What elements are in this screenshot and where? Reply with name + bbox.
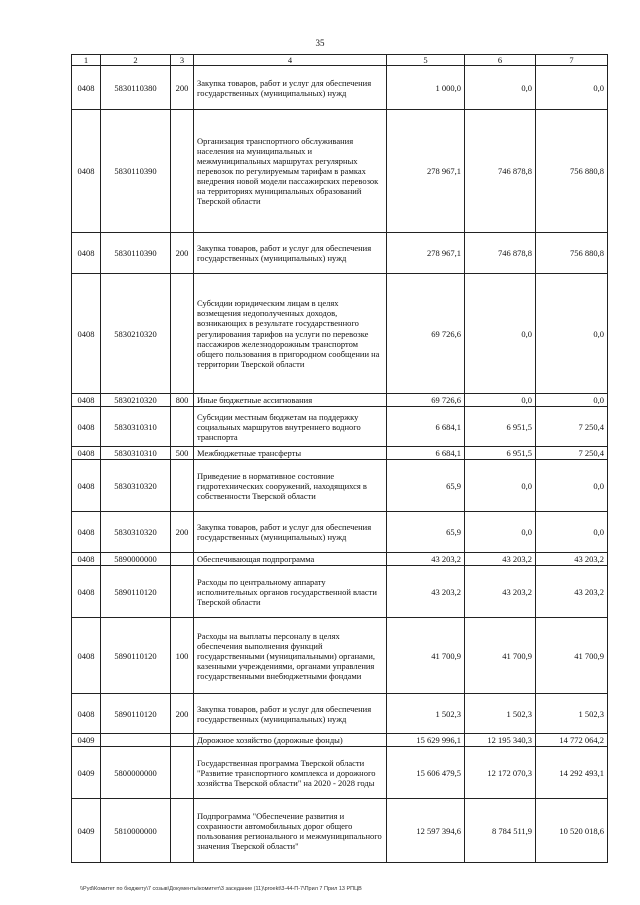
cell-expense-type <box>171 734 194 747</box>
col-header-7: 7 <box>536 55 608 66</box>
cell-target-code <box>101 734 171 747</box>
cell-name: Субсидии местным бюджетам на поддержку социальных маршрутов внутреннего водного транспорта <box>194 407 387 447</box>
cell-target-code: 5830110390 <box>101 233 171 274</box>
cell-section: 0408 <box>72 460 101 512</box>
cell-amount-1: 65,9 <box>387 460 465 512</box>
cell-name: Обеспечивающая подпрограмма <box>194 553 387 566</box>
cell-section: 0408 <box>72 447 101 460</box>
cell-section: 0408 <box>72 233 101 274</box>
cell-expense-type: 200 <box>171 694 194 734</box>
cell-expense-type <box>171 747 194 799</box>
cell-expense-type: 800 <box>171 394 194 407</box>
cell-amount-2: 6 951,5 <box>465 407 536 447</box>
cell-expense-type <box>171 566 194 618</box>
cell-target-code: 5890110120 <box>101 566 171 618</box>
table-row <box>72 110 608 233</box>
table-row <box>72 566 608 618</box>
cell-amount-1: 1 502,3 <box>387 694 465 734</box>
cell-amount-2: 8 784 511,9 <box>465 799 536 863</box>
cell-amount-3: 0,0 <box>536 512 608 553</box>
table-row <box>72 233 608 274</box>
table-row <box>72 274 608 394</box>
cell-amount-3: 14 772 064,2 <box>536 734 608 747</box>
cell-section: 0408 <box>72 407 101 447</box>
cell-amount-2: 41 700,9 <box>465 618 536 694</box>
cell-target-code: 5830310320 <box>101 512 171 553</box>
cell-target-code: 5830210320 <box>101 394 171 407</box>
cell-amount-3: 14 292 493,1 <box>536 747 608 799</box>
cell-name: Государственная программа Тверской области "Развитие транспортного комплекса и дорожного хозяйства Тверской области" на 2020 - 2028 годы <box>194 747 387 799</box>
cell-target-code: 5830310310 <box>101 407 171 447</box>
table-row <box>72 799 608 863</box>
col-header-6: 6 <box>465 55 536 66</box>
cell-amount-2: 1 502,3 <box>465 694 536 734</box>
cell-amount-2: 0,0 <box>465 66 536 110</box>
cell-amount-1: 1 000,0 <box>387 66 465 110</box>
cell-name: Подпрограмма "Обеспечение развития и сохранности автомобильных дорог общего пользования регионального и межмуниципального значения Тверской области" <box>194 799 387 863</box>
cell-amount-1: 15 606 479,5 <box>387 747 465 799</box>
cell-amount-3: 0,0 <box>536 460 608 512</box>
cell-section: 0409 <box>72 734 101 747</box>
cell-amount-2: 43 203,2 <box>465 566 536 618</box>
cell-target-code: 5890110120 <box>101 694 171 734</box>
cell-name: Закупка товаров, работ и услуг для обеспечения государственных (муниципальных) нужд <box>194 512 387 553</box>
page-number: 35 <box>315 38 325 48</box>
table-row <box>72 694 608 734</box>
cell-amount-3: 7 250,4 <box>536 447 608 460</box>
cell-amount-3: 756 880,8 <box>536 233 608 274</box>
cell-amount-1: 41 700,9 <box>387 618 465 694</box>
cell-section: 0408 <box>72 110 101 233</box>
cell-expense-type: 200 <box>171 66 194 110</box>
cell-expense-type: 200 <box>171 512 194 553</box>
cell-amount-2: 12 195 340,3 <box>465 734 536 747</box>
cell-amount-2: 0,0 <box>465 274 536 394</box>
cell-amount-3: 0,0 <box>536 274 608 394</box>
cell-amount-1: 43 203,2 <box>387 553 465 566</box>
cell-section: 0408 <box>72 553 101 566</box>
cell-section: 0408 <box>72 694 101 734</box>
cell-amount-1: 6 684,1 <box>387 407 465 447</box>
col-header-5: 5 <box>387 55 465 66</box>
table-row <box>72 512 608 553</box>
cell-amount-3: 10 520 018,6 <box>536 799 608 863</box>
cell-amount-1: 69 726,6 <box>387 394 465 407</box>
cell-amount-1: 65,9 <box>387 512 465 553</box>
cell-expense-type <box>171 407 194 447</box>
cell-section: 0408 <box>72 618 101 694</box>
cell-amount-1: 12 597 394,6 <box>387 799 465 863</box>
cell-section: 0409 <box>72 747 101 799</box>
cell-section: 0408 <box>72 394 101 407</box>
col-header-4: 4 <box>194 55 387 66</box>
cell-target-code: 5800000000 <box>101 747 171 799</box>
cell-amount-3: 7 250,4 <box>536 407 608 447</box>
cell-amount-1: 278 967,1 <box>387 233 465 274</box>
cell-name: Межбюджетные трансферты <box>194 447 387 460</box>
table-row <box>72 553 608 566</box>
cell-target-code: 5890110120 <box>101 618 171 694</box>
cell-target-code: 5810000000 <box>101 799 171 863</box>
col-header-3: 3 <box>171 55 194 66</box>
cell-target-code: 5830110390 <box>101 110 171 233</box>
cell-expense-type <box>171 110 194 233</box>
cell-target-code: 5830310320 <box>101 460 171 512</box>
cell-target-code: 5890000000 <box>101 553 171 566</box>
cell-amount-2: 6 951,5 <box>465 447 536 460</box>
table-row <box>72 747 608 799</box>
cell-name: Расходы по центральному аппарату исполнительных органов государственной власти Тверской области <box>194 566 387 618</box>
cell-amount-2: 746 878,8 <box>465 233 536 274</box>
table-row <box>72 66 608 110</box>
cell-section: 0409 <box>72 799 101 863</box>
cell-name: Закупка товаров, работ и услуг для обеспечения государственных (муниципальных) нужд <box>194 694 387 734</box>
table-row <box>72 734 608 747</box>
cell-amount-1: 15 629 996,1 <box>387 734 465 747</box>
cell-target-code: 5830310310 <box>101 447 171 460</box>
cell-expense-type <box>171 274 194 394</box>
cell-expense-type: 200 <box>171 233 194 274</box>
cell-amount-2: 0,0 <box>465 460 536 512</box>
cell-amount-3: 41 700,9 <box>536 618 608 694</box>
cell-name: Закупка товаров, работ и услуг для обеспечения государственных (муниципальных) нужд <box>194 233 387 274</box>
cell-amount-2: 0,0 <box>465 394 536 407</box>
cell-amount-2: 746 878,8 <box>465 110 536 233</box>
cell-amount-3: 1 502,3 <box>536 694 608 734</box>
cell-expense-type: 500 <box>171 447 194 460</box>
cell-target-code: 5830210320 <box>101 274 171 394</box>
cell-name: Организация транспортного обслуживания населения на муниципальных и межмуниципальных маршрутах регулярных перевозок по регулируемым тарифам в рамках внедрения новой модели пассажирских перевозок на территориях муниципальных образований Тверской области <box>194 110 387 233</box>
col-header-1: 1 <box>72 55 101 66</box>
table-row <box>72 618 608 694</box>
cell-expense-type <box>171 553 194 566</box>
footer-file-path: \\Pyd\Комитет по бюджету\7 созыв\Документы\комитет\3 заседание (11)\proekt\3-44-П-7\Прил 7 Прил 13 РПЦВ <box>80 886 362 892</box>
cell-amount-1: 43 203,2 <box>387 566 465 618</box>
cell-section: 0408 <box>72 66 101 110</box>
cell-amount-3: 0,0 <box>536 66 608 110</box>
cell-amount-1: 6 684,1 <box>387 447 465 460</box>
table-row <box>72 460 608 512</box>
cell-name: Закупка товаров, работ и услуг для обеспечения государственных (муниципальных) нужд <box>194 66 387 110</box>
cell-section: 0408 <box>72 512 101 553</box>
cell-amount-3: 43 203,2 <box>536 553 608 566</box>
table-row <box>72 394 608 407</box>
table-row <box>72 447 608 460</box>
cell-amount-3: 43 203,2 <box>536 566 608 618</box>
cell-expense-type <box>171 460 194 512</box>
cell-amount-2: 0,0 <box>465 512 536 553</box>
cell-name: Приведение в нормативное состояние гидротехнических сооружений, находящихся в собственности Тверской области <box>194 460 387 512</box>
cell-amount-3: 756 880,8 <box>536 110 608 233</box>
cell-amount-2: 12 172 070,3 <box>465 747 536 799</box>
cell-name: Субсидии юридическим лицам в целях возмещения недополученных доходов, возникающих в результате государственного регулирования тарифов на услуги по перевозке пассажиров железнодорожным транспортом общего пользования в пригородном сообщении на территории Тверской области <box>194 274 387 394</box>
cell-amount-1: 278 967,1 <box>387 110 465 233</box>
cell-name: Расходы на выплаты персоналу в целях обеспечения выполнения функций государственными (муниципальными) органами, казенными учреждениями, органами управления государственными внебюджетными фондами <box>194 618 387 694</box>
cell-target-code: 5830110380 <box>101 66 171 110</box>
col-header-2: 2 <box>101 55 171 66</box>
cell-section: 0408 <box>72 274 101 394</box>
table-row <box>72 407 608 447</box>
header-row <box>72 55 608 66</box>
cell-amount-3: 0,0 <box>536 394 608 407</box>
table-body <box>72 66 608 863</box>
cell-expense-type <box>171 799 194 863</box>
cell-name: Иные бюджетные ассигнования <box>194 394 387 407</box>
cell-amount-1: 69 726,6 <box>387 274 465 394</box>
cell-name: Дорожное хозяйство (дорожные фонды) <box>194 734 387 747</box>
cell-expense-type: 100 <box>171 618 194 694</box>
cell-amount-2: 43 203,2 <box>465 553 536 566</box>
budget-table <box>71 54 608 863</box>
cell-section: 0408 <box>72 566 101 618</box>
